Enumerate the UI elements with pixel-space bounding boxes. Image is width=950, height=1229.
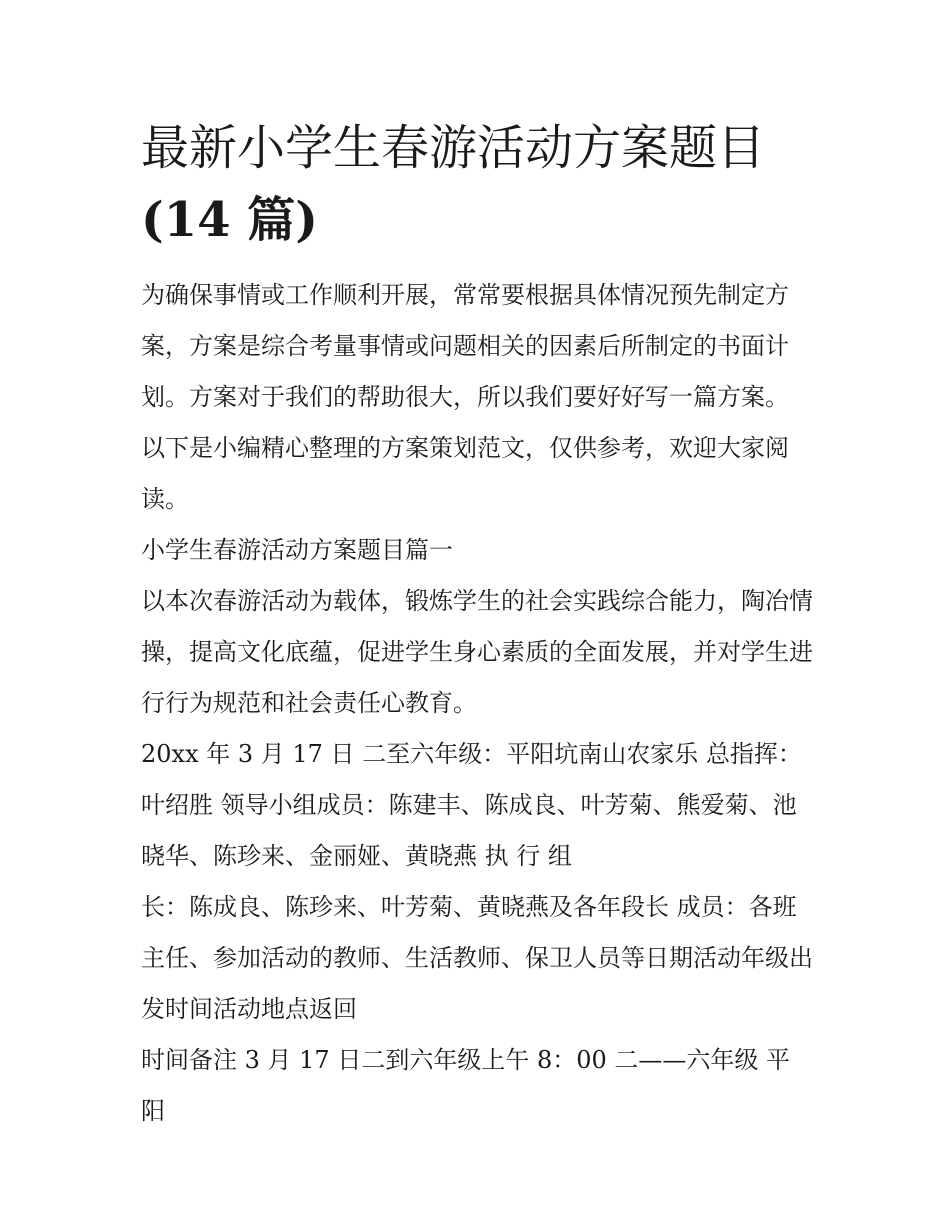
intro-paragraph: 为确保事情或工作顺利开展，常常要根据具体情况预先制定方案，方案是综合考量事情或问题相关的因素后所制定的书面计划。方案对于我们的帮助很大，所以我们要好好写一篇方案。 [141, 281, 789, 411]
document-content [141, 112, 813, 1137]
intro-note-paragraph: 以下是小编精心整理的方案策划范文，仅供参考，欢迎大家阅读。 [141, 434, 789, 513]
schedule-paragraph: 时间备注 3 月 17 日二到六年级上午 8：00 二——六年级 平阳 [141, 1046, 791, 1125]
organization-paragraph: 20xx 年 3 月 17 日 二至六年级：平阳坑南山农家乐 总指挥：叶绍胜 领导小组成员：陈建丰、陈成良、叶芳菊、熊爱菊、池晓华、陈珍来、金丽娅、黄晓燕 执 行 组 [141, 740, 802, 870]
title-line-1: 最新小学生春游活动方案题目 [141, 120, 766, 176]
purpose-paragraph: 以本次春游活动为载体，锻炼学生的社会实践综合能力，陶冶情操，提高文化底蕴，促进学生身心素质的全面发展，并对学生进行行为规范和社会责任心教育。 [141, 587, 813, 717]
title-line-2: (14 篇) [141, 192, 318, 248]
document-title [141, 112, 813, 256]
members-paragraph: 长：陈成良、陈珍来、叶芳菊、黄晓燕及各年段长 成员：各班主任、参加活动的教师、生活教师、保卫人员等日期活动年级出发时间活动地点返回 [141, 893, 813, 1023]
section-heading: 小学生春游活动方案题目篇一 [141, 536, 453, 564]
